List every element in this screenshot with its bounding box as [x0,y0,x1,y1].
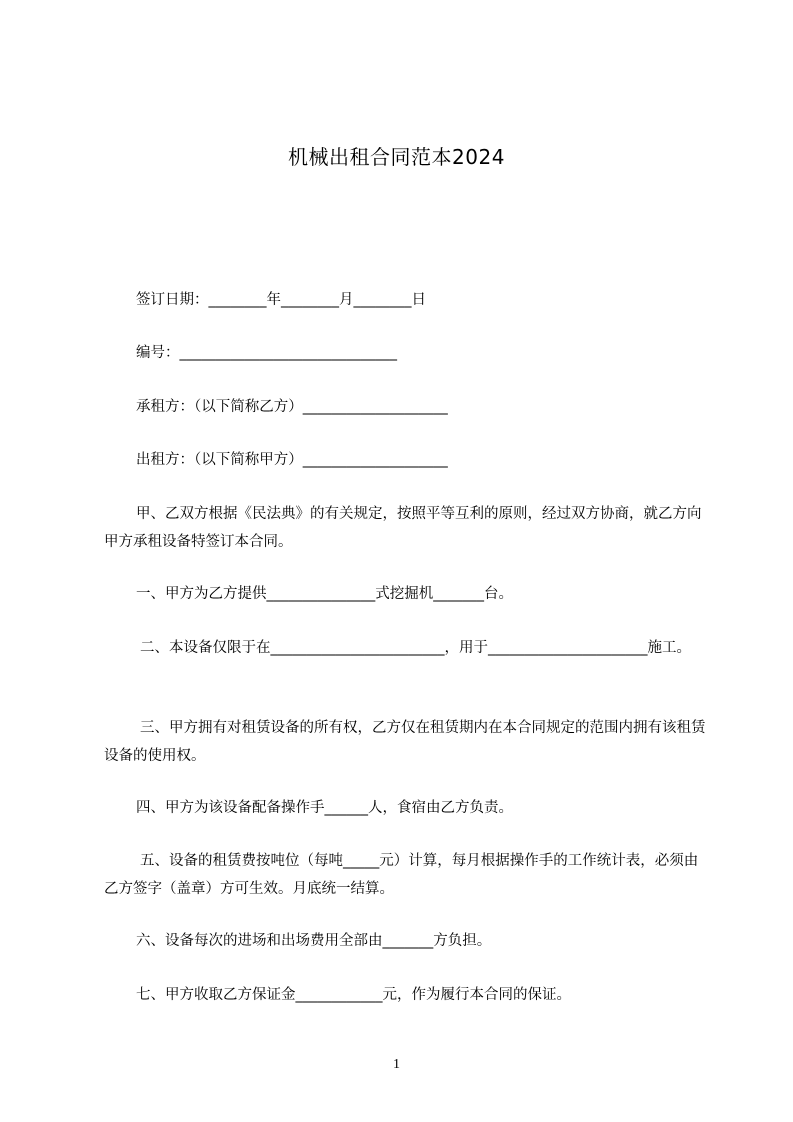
clause-2: 二、本设备仅限于在________________________，用于______________________施工。 [140,640,691,656]
preamble-paragraph: 甲、乙双方根据《民法典》的有关规定，按照平等互利的原则，经过双方协商，就乙方向甲方承租设备特签订本合同。 [104,506,702,550]
lessor-line: 出租方：（以下简称甲方）____________________ [136,452,448,468]
sign-date-line: 签订日期：________年________月________日 [136,292,426,308]
page-number: 1 [393,1057,400,1072]
contract-number-line: 编号：______________________________ [136,345,397,361]
clause-5: 五、设备的租赁费按吨位（每吨_____元）计算，每月根据操作手的工作统计表，必须由乙方签字（盖章）方可生效。月底统一结算。 [104,853,699,897]
clause-3: 三、甲方拥有对租赁设备的所有权，乙方仅在租赁期内在本合同规定的范围内拥有该租赁设备的使用权。 [104,720,706,764]
lessee-line: 承租方：（以下简称乙方）____________________ [136,399,448,415]
clause-7: 七、甲方收取乙方保证金____________元，作为履行本合同的保证。 [136,987,571,1003]
document-title: 机械出租合同范本2024 [288,145,505,169]
clause-1: 一、甲方为乙方提供_______________式挖掘机_______台。 [136,586,513,602]
clause-6: 六、设备每次的进场和出场费用全部由_______方负担。 [136,933,492,949]
clause-4: 四、甲方为该设备配备操作手______人，食宿由乙方负责。 [136,800,513,816]
